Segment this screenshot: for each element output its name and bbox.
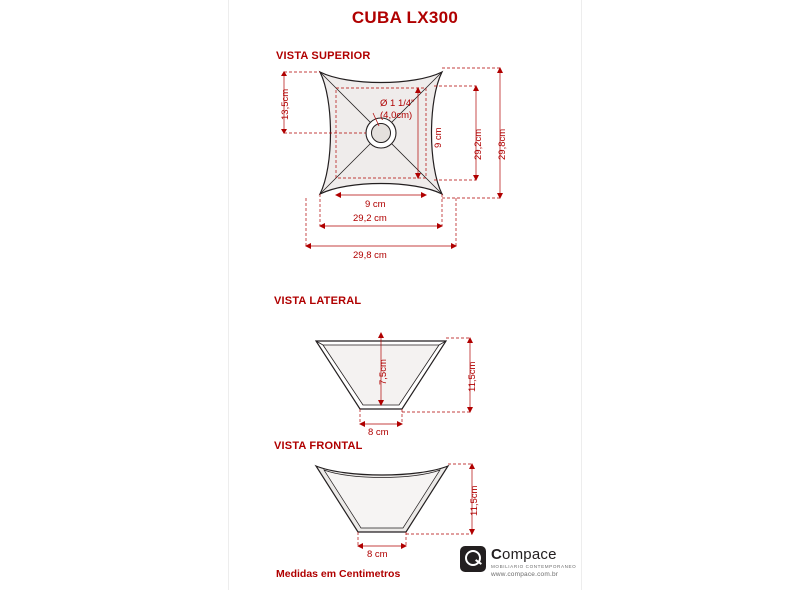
brand-logo	[460, 544, 580, 578]
dim-drain-diameter-line1: Ø 1 1/4"	[380, 98, 415, 109]
logo-tagline: MOBILIARIO CONTEMPORANEO	[491, 564, 577, 569]
dim-top-height-inner: 29,2cm	[473, 128, 484, 160]
logo-url: www.compace.com.br	[491, 571, 559, 578]
dim-top-width-outer: 29,8 cm	[353, 250, 387, 261]
footer-measure-note: Medidas em Centimetros	[276, 568, 401, 580]
logo-word-rest: ompace	[502, 546, 557, 563]
compace-a-logo-icon	[460, 546, 486, 572]
dim-top-width-inner: 29,2 cm	[353, 213, 387, 224]
dim-front-base-width: 8 cm	[367, 549, 388, 560]
dim-drain-horizontal: 9 cm	[365, 199, 386, 210]
page-title: CUBA LX300	[351, 8, 459, 27]
right-gutter	[581, 0, 810, 590]
section-label-top-view: VISTA SUPERIOR	[276, 50, 371, 62]
dim-drain-vertical: 9 cm	[433, 127, 444, 148]
dim-front-total-height: 11,5cm	[469, 485, 480, 516]
dim-side-total-height: 11,5cm	[467, 361, 478, 392]
drawing-canvas	[228, 0, 582, 590]
logo-word-cap: C	[491, 546, 503, 563]
dim-top-height-outer: 29,8cm	[497, 128, 508, 160]
left-gutter	[0, 0, 229, 590]
section-label-front-view: VISTA FRONTAL	[274, 440, 363, 452]
dim-side-base-width: 8 cm	[368, 427, 389, 438]
logo-wordmark	[491, 546, 557, 563]
dim-side-bowl-depth: 7,5cm	[378, 359, 389, 385]
dim-top-left-height: 13,5cm	[280, 88, 291, 120]
dim-drain-diameter-line2: (4,0cm)	[380, 110, 413, 121]
section-label-side-view: VISTA LATERAL	[274, 295, 362, 307]
front-view-drawing	[228, 0, 582, 590]
